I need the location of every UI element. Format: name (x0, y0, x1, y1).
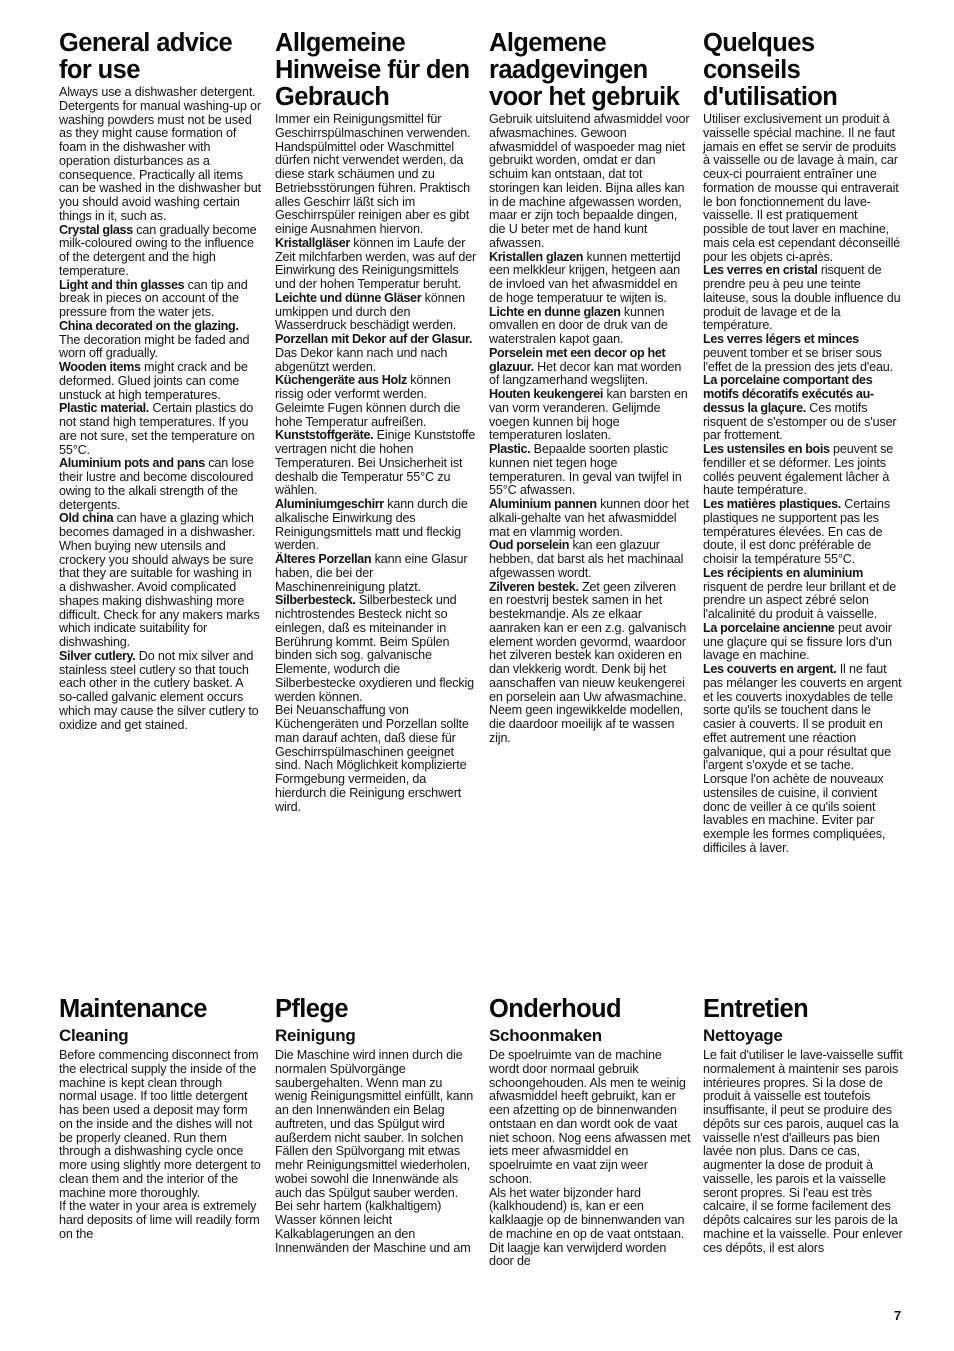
paragraph-lead: Les verres en cristal (703, 263, 818, 278)
section-body (275, 113, 477, 814)
paragraph (275, 113, 477, 237)
section-heading: Quelques conseils d'utilisation (703, 29, 838, 111)
paragraph (703, 663, 905, 773)
paragraph-lead: Les ustensiles en bois (703, 442, 830, 456)
page-number: 7 (894, 1308, 902, 1323)
paragraph-lead: Kristallgläser (275, 235, 350, 250)
paragraph-text: können umkippen und durch den Wasserdruck beschädigt werden. (275, 290, 466, 333)
paragraph (489, 498, 691, 539)
section-subheading: Reinigung (275, 1026, 356, 1045)
paragraph-lead: Light and thin glasses (59, 277, 185, 292)
section-general-advice-fr (703, 30, 905, 856)
paragraph (275, 553, 477, 594)
paragraph (489, 347, 691, 388)
paragraph-text: Bei Neuanschaffung von Küchengeräten und Porzellan sollte man darauf achten, daß diese für Geschirrspülmaschinen geeignet sind. Nach Möglichkeit komplizierte Formgebung vermeiden, da hierdurch die Reinigung erschwert wird. (275, 703, 469, 814)
paragraph-text: De spoelruimte van de machine wordt door normaal gebruik schoongehouden. Als men te weinig afwasmiddel heeft gebruikt, kan er een afzetting op de binnenwanden ontstaan en dan wordt ook de vaat niet schoon. Nog eens afwassen met iets meer afwasmiddel en spoelruimte en vaat zijn weer schoon. (489, 1048, 691, 1186)
paragraph (275, 429, 477, 498)
paragraph-text: Gebruik uitsluitend afwasmiddel voor afwasmachines. Gewoon afwasmiddel of waspoeder mag niet gebruikt worden, omdat er dan schuim kan ontstaan, dat tot storingen kan leiden. Bijna alles kan in de machine afgewassen worden, maar er zijn toch bepaalde dingen, die U beter met de hand kunt afwassen. (489, 112, 690, 250)
paragraph-lead: Plastic. (489, 442, 531, 456)
paragraph-lead: Aluminium pots and pans (59, 456, 205, 471)
paragraph-text: kan barsten en van vorm veranderen. Gelijmde voegen kunnen bij hoge temperaturen loslaten. (489, 387, 688, 443)
paragraph-text: risquent de perdre leur brillant et de prendre un aspect zébré selon l'alcalinité du produit à vaisselle. (703, 579, 897, 621)
paragraph-lead: Küchengeräte aus Holz (275, 373, 407, 388)
section-heading: Entretien (703, 995, 809, 1023)
paragraph-text: If the water in your area is extremely hard deposits of lime will readily form on the (59, 1199, 260, 1241)
paragraph (703, 264, 905, 333)
section-heading: Pflege (275, 995, 348, 1023)
paragraph-text: kann eine Glasur haben, die bei der Maschinenreinigung platzt. (275, 552, 468, 594)
paragraph-text: Einige Kunststoffe vertragen nicht die hohen Temperaturen. Bei Unsicherheit ist deshalb die Temperatur 55°C zu wählen. (275, 428, 476, 498)
paragraph-lead: Old china (59, 511, 114, 526)
paragraph (703, 113, 905, 264)
section-general-advice-de (275, 30, 477, 814)
paragraph-text: kann durch die alkalische Einwirkung des Reinigungsmittels matt und fleckig werden. (275, 497, 468, 553)
paragraph-text: can have a glazing which becomes damaged in a dishwasher. (59, 511, 256, 539)
paragraph-lead: Älteres Porzellan (275, 552, 372, 566)
section-body (275, 1049, 477, 1255)
section-maintenance-en (59, 996, 261, 1242)
paragraph-text: können rissig oder verformt werden. Geleimte Fugen können durch die hohe Temperatur aufreißen. (275, 373, 461, 429)
paragraph-text: Bepaalde soorten plastic kunnen niet tegen hoge temperaturen. In geval van twijfel in 55°C afwassen. (489, 442, 682, 498)
paragraph-text: can lose their lustre and become discoloured owing to the alkali strength of the detergents. (59, 456, 254, 512)
paragraph-lead: Porselein met een decor op het glazuur. (489, 345, 666, 374)
paragraph (59, 224, 261, 279)
section-heading: Algemene raadgevingen voor het gebruik (489, 29, 680, 111)
paragraph (59, 361, 261, 402)
section-body (59, 1049, 261, 1242)
paragraph-text: The decoration might be faded and worn off gradually. (59, 332, 250, 361)
paragraph (703, 622, 905, 663)
paragraph-lead: Aluminium pannen (489, 497, 597, 511)
section-body (703, 1049, 905, 1255)
section-heading: Maintenance (59, 995, 207, 1023)
paragraph (703, 1049, 905, 1255)
paragraph-text: Le fait d'utiliser le lave-vaisselle suffit normalement à maintenir ses parois intérieures propres. Si la dose de produit à vaisselle est toutefois insuffisante, il peut se produire des dépôts sur ces parois, auquel cas la vaisselle n'est d'ailleurs pas bien lavée non plus. Dans ce cas, augmenter la dose de produit à vaisselle, les parois et la vaisselle seront propres. Si l'eau est très calcaire, il se forme facilement des dépôts calcaires sur les parois de la machine et la vaisselle. Pour enlever ces dépôts, il est alors (703, 1048, 903, 1255)
paragraph-text: can tip and break in pieces on account of the pressure from the water jets. (59, 277, 248, 319)
paragraph (703, 773, 905, 856)
section-maintenance-nl (489, 996, 691, 1269)
section-maintenance-fr (703, 996, 905, 1255)
paragraph-text: kunnen mettertijd een melkkleur krijgen, hetgeen aan de invloed van het afwasmiddel en de hoge temperatuur te wijten is. (489, 249, 681, 305)
paragraph (275, 333, 477, 374)
section-heading: Onderhoud (489, 995, 621, 1023)
paragraph-text: Immer ein Reinigungsmittel für Geschirrspülmaschinen verwenden. Handspülmittel oder Waschmittel dürfen nicht verwendet werden, da diese stark schäumen und zu Betriebsstörungen führen. Praktisch alles Geschirr läßt sich im Geschirrspüler reinigen aber es gibt einige Ausnahmen hiervon. (275, 112, 471, 236)
section-heading: Allgemeine Hinweise für den Gebrauch (275, 29, 470, 111)
paragraph-text: peut avoir une glaçure qui se fissure lors d'un lavage en machine. (703, 620, 892, 663)
paragraph (59, 457, 261, 512)
paragraph (489, 113, 691, 251)
paragraph-lead: Leichte und dünne Gläser (275, 290, 422, 305)
paragraph (489, 539, 691, 580)
paragraph (275, 1200, 477, 1255)
paragraph-lead: Crystal glass (59, 222, 133, 237)
paragraph (489, 581, 691, 746)
paragraph (275, 1049, 477, 1200)
paragraph-text: Ces motifs risquent de s'estomper ou de s'user par frottement. (703, 400, 897, 443)
paragraph-lead: China decorated on the glazing. (59, 318, 239, 333)
section-subheading: Cleaning (59, 1026, 129, 1045)
paragraph (59, 540, 261, 650)
paragraph (489, 306, 691, 347)
paragraph-lead: Porzellan mit Dekor auf der Glasur. (275, 332, 473, 346)
paragraph-text: Certains plastiques ne supportent pas les températures élevées. En cas de doute, il est donc préférable de choisir la température 55°C. (703, 497, 890, 566)
paragraph (703, 567, 905, 622)
paragraph-text: Always use a dishwasher detergent. Detergents for manual washing-up or washing powders must not be used as they might cause formation of foam in the dishwasher with operation disturbances as a consequence. Practically all items can be washed in the dishwasher but you should avoid washing certain things in it, such as. (59, 85, 261, 223)
paragraph (59, 1049, 261, 1200)
paragraph-lead: Lichte en dunne glazen (489, 304, 621, 319)
paragraph-lead: Plastic material. (59, 401, 149, 416)
paragraph-text: Bei sehr hartem (kalkhaltigem) Wasser können leicht Kalkablagerungen an den Innenwänden der Maschine und am (275, 1199, 471, 1255)
paragraph (489, 388, 691, 443)
paragraph-text: Die Maschine wird innen durch die normalen Spülvorgänge saubergehalten. Wenn man zu wenig Reinigungsmittel einfüllt, kann an den Innenwänden ein Belag auftreten, und das Spülgut wird außerdem nicht sauber. In solchen Fällen den Spülvorgang mit etwas mehr Reinigungsmittel wiederholen, wobei sowohl die Innenwände als auch das Spülgut sauber werden. (275, 1048, 474, 1200)
paragraph (489, 251, 691, 306)
paragraph-lead: Les matières plastiques. (703, 497, 841, 511)
paragraph-text: Before commencing disconnect from the electrical supply the inside of the machine is kept clean through normal usage. If too little detergent has been used a deposit may form on the inside and the dishes will not be properly cleaned. Run them through a dishwashing cycle once more using slightly more detergent to clean them and the interior of the machine more thoroughly. (59, 1048, 261, 1200)
paragraph-lead: Wooden items (59, 360, 141, 374)
section-subheading: Nettoyage (703, 1026, 783, 1045)
paragraph-text: Lorsque l'on achète de nouveaux ustensiles de cuisine, il convient donc de veiller à ce qu'ils soient lavables en machine. Eviter par exemple les formes compliquées, difficiles à laver. (703, 772, 886, 855)
section-subheading: Schoonmaken (489, 1026, 602, 1045)
paragraph-text: Das Dekor kann nach und nach abgenützt werden. (275, 345, 448, 374)
paragraph-text: peuvent se fendiller et se déformer. Les joints collés peuvent également lâcher à haute température. (703, 442, 894, 498)
paragraph-lead: Zilveren bestek. (489, 579, 579, 594)
paragraph-lead: La porcelaine comportant des motifs décoratifs exécutés au-dessus la glaçure. (703, 373, 874, 415)
paragraph-lead: Oud porselein (489, 538, 570, 553)
paragraph-text: can gradually become milk-coloured owing to the influence of the detergent and the high temperature. (59, 222, 257, 278)
section-body (489, 113, 691, 746)
paragraph (59, 512, 261, 540)
paragraph-text: might crack and be deformed. Glued joints can come unstuck at high temperatures. (59, 360, 248, 402)
paragraph (59, 86, 261, 224)
paragraph (275, 292, 477, 333)
paragraph-lead: Kunststoffgeräte. (275, 428, 374, 443)
paragraph-lead: Silberbesteck. (275, 593, 356, 608)
paragraph-text: kunnen omvallen en door de druk van de waterstralen kapot gaan. (489, 304, 668, 346)
section-body (59, 86, 261, 732)
paragraph (59, 402, 261, 457)
paragraph (275, 498, 477, 553)
paragraph-lead: Aluminiumgeschirr (275, 497, 384, 511)
section-maintenance-de (275, 996, 477, 1255)
paragraph (275, 237, 477, 292)
section-general-advice-nl (489, 30, 691, 746)
paragraph-lead: Les verres légers et minces (703, 332, 859, 346)
paragraph (275, 594, 477, 704)
paragraph (489, 443, 691, 498)
paragraph-lead: La porcelaine ancienne (703, 620, 835, 635)
paragraph (59, 279, 261, 320)
paragraph-lead: Silver cutlery. (59, 648, 136, 663)
paragraph-text: peuvent tomber et se briser sous l'effet de la pression des jets d'eau. (703, 345, 894, 374)
paragraph-text: Als het water bijzonder hard (kalkhoudend) is, kan er een kalklaagje op de binnenwanden van de machine en op de vaat ontstaan. Dit laagje kan verwijderd worden door de (489, 1185, 685, 1269)
paragraph-text: Zet geen zilveren en roestvrij bestek samen in het bestekmandje. Als ze elkaar aanraken kan er een z.g. galvanisch element worden gevormd, waardoor het zilveren bestek kan oxideren en dan vlekkerig wordt. Denk bij het aanschaffen van nieuw keukengerei en porselein aan Uw afwasmachine. Neem geen ingewikkelde modellen, die daardoor moeilijk af te wassen zijn. (489, 579, 687, 745)
paragraph-lead: Kristallen glazen (489, 249, 584, 264)
paragraph (59, 1200, 261, 1241)
section-body (703, 113, 905, 856)
paragraph (703, 443, 905, 498)
paragraph-text: Certain plastics do not stand high temperatures. If you are not sure, set the temperature on 55°C. (59, 401, 255, 457)
paragraph (275, 704, 477, 814)
paragraph-text: können im Laufe der Zeit milchfarben werden, was auf der Einwirkung des Reinigungsmittels und der hohen Temperatur beruht. (275, 235, 477, 291)
paragraph (275, 374, 477, 429)
section-heading: General advice for use (59, 29, 233, 84)
paragraph-text: Il ne faut pas mélanger les couverts en argent et les couverts inoxydables de telle sorte qu'ils se touchent dans le casier à couverts. Il se produit en effet autrement une réaction galvanique, qui a pour résultat que l'argent s'oxyde et se tache. (703, 662, 902, 773)
paragraph-text: Silberbesteck und nichtrostendes Besteck nicht so einlegen, daß es miteinander in Berührung kommt. Beim Spülen binden sich sog. galvanische Elemente, wodurch die Silberbestecke oxydieren und fleckig werden können. (275, 593, 475, 704)
paragraph (703, 333, 905, 374)
paragraph-text: Do not mix silver and stainless steel cutlery so that touch each other in the cutlery basket. A so-called galvanic element occurs which may cause the silver cutlery to oxidize and get stained. (59, 648, 259, 732)
paragraph-text: kunnen door het alkali-gehalte van het afwasmiddel mat en vlammig worden. (489, 497, 689, 539)
paragraph (59, 650, 261, 733)
paragraph-text: kan een glazuur hebben, dat barst als het machinaal afgewassen wordt. (489, 538, 684, 580)
paragraph-lead: Les récipients en aluminium (703, 565, 863, 580)
paragraph-text: Utiliser exclusivement un produit à vaisselle spécial machine. Il ne faut jamais en effet se servir de produits à vaisselle ou de lavage à main, car ceux-ci pourraient entraîner une formation de mousse qui entraverait le bon fonctionnement du lave-vaisselle. Il est pratiquement possible de tout laver en machine, mais cela est cependant déconseillé pour les objets ci-après. (703, 112, 901, 264)
section-general-advice-en (59, 30, 261, 732)
paragraph (489, 1187, 691, 1270)
paragraph (59, 320, 261, 361)
paragraph (703, 374, 905, 443)
paragraph-text: Het decor kan mat worden of langzamerhand wegslijten. (489, 359, 682, 388)
paragraph-text: risquent de prendre peu à peu une teinte laiteuse, sous la double influence du produit de lavage et de la température. (703, 263, 901, 333)
section-body (489, 1049, 691, 1269)
paragraph (489, 1049, 691, 1187)
paragraph-lead: Les couverts en argent. (703, 662, 837, 676)
paragraph-lead: Houten keukengerei (489, 387, 604, 401)
paragraph (703, 498, 905, 567)
paragraph-text: When buying new utensils and crockery you should always be sure that they are suitable for washing in a dishwasher. Avoid complicated shapes making dishwashing more difficult. Check for any makers marks which indicate suitability for dishwashing. (59, 538, 260, 649)
